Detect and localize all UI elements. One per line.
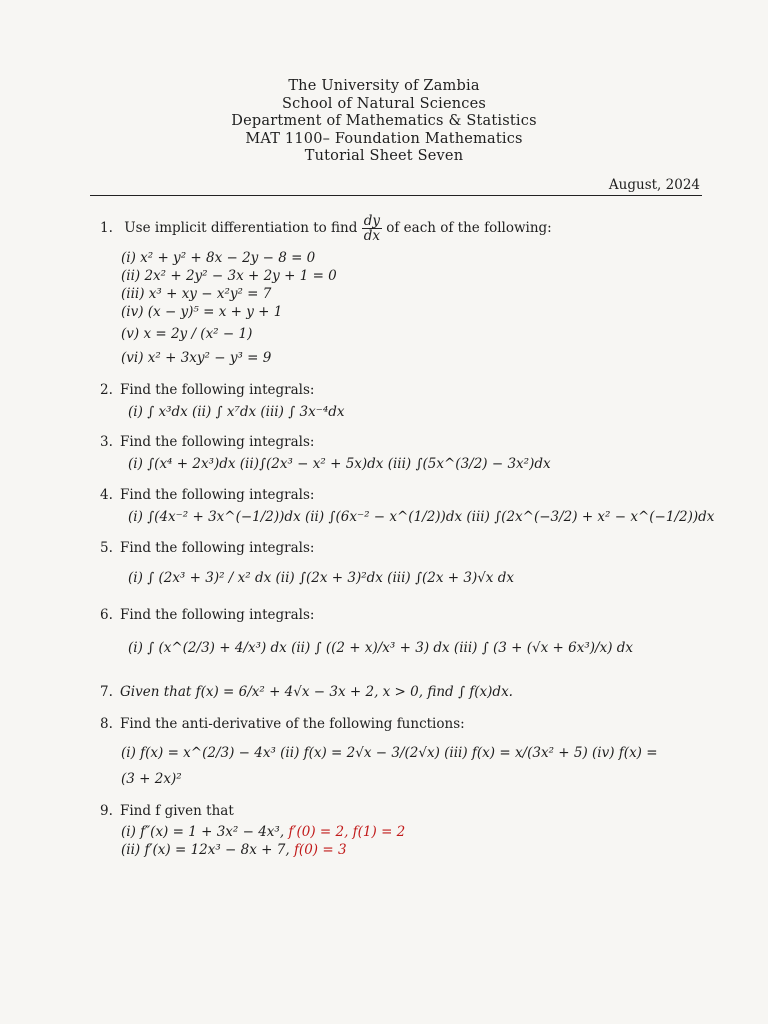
question-6: 6. Find the following integrals: xyxy=(100,607,315,623)
header-divider xyxy=(90,195,702,196)
q3-integrals: (i) ∫(x⁴ + 2x³)dx (ii)∫(2x³ − x² + 5x)dx (iii) ∫(5x^(3/2) − 3x²)dx xyxy=(128,456,551,472)
q9-item-2: (ii) f′(x) = 12x³ − 8x + 7, f(0) = 3 xyxy=(121,842,347,858)
q4-integrals: (i) ∫(4x⁻² + 3x^(−1/2))dx (ii) ∫(6x⁻² − x^(1/2))dx (iii) ∫(2x^(−3/2) + x² − x^(−1/2))dx xyxy=(128,509,715,525)
q9-item-1: (i) f″(x) = 1 + 3x² − 4x³, f′(0) = 2, f(1) = 2 xyxy=(121,824,406,840)
q5-integrals: (i) ∫ (2x³ + 3)² / x² dx (ii) ∫(2x + 3)²dx (iii) ∫(2x + 3)√x dx xyxy=(128,570,514,586)
q1-item-3: (iii) x³ + xy − x²y² = 7 xyxy=(121,286,272,302)
school-name: School of Natural Sciences xyxy=(281,95,487,112)
q1-item-5: (v) x = 2y / (x² − 1) xyxy=(121,326,253,342)
dy-dx-fraction: $\frac{dy}{dx}$ xyxy=(363,213,380,244)
course-title: MAT 1100– Foundation Mathematics xyxy=(245,130,523,147)
header xyxy=(0,78,768,166)
question-7: 7. Given that f(x) = 6/x² + 4√x − 3x + 2, x > 0, find ∫ f(x)dx. xyxy=(100,684,513,700)
question-8: 8. Find the anti-derivative of the following functions: xyxy=(100,716,465,732)
date: August, 2024 xyxy=(608,177,700,193)
q6-integrals: (i) ∫ (x^(2/3) + 4/x³) dx (ii) ∫ ((2 + x)/x³ + 3) dx (iii) ∫ (3 + (√x + 6x³)/x) dx xyxy=(128,640,634,656)
question-4: 4. Find the following integrals: xyxy=(100,487,315,503)
question-9: 9. Find f given that xyxy=(100,803,234,819)
q1-item-6: (vi) x² + 3xy² − y³ = 9 xyxy=(121,350,272,366)
q1-item-4: (iv) (x − y)⁵ = x + y + 1 xyxy=(121,304,283,320)
university-name: The University of Zambia xyxy=(288,78,480,94)
department-name: Department of Mathematics & Statistics xyxy=(231,113,537,129)
sheet-title: Tutorial Sheet Seven xyxy=(304,148,464,164)
question-1: 1. Use implicit differentiation to find $\frac{dy}{dx}$ of each of the following: xyxy=(100,213,552,244)
question-2: 2. Find the following integrals: xyxy=(100,382,315,398)
q2-integrals: (i) ∫ x³dx (ii) ∫ x⁷dx (iii) ∫ 3x⁻⁴dx xyxy=(128,404,345,420)
question-5: 5. Find the following integrals: xyxy=(100,540,315,556)
question-3: 3. Find the following integrals: xyxy=(100,434,315,450)
q1-item-1: (i) x² + y² + 8x − 2y − 8 = 0 xyxy=(121,250,316,266)
q1-item-2: (ii) 2x² + 2y² − 3x + 2y + 1 = 0 xyxy=(121,268,337,284)
q8-functions: (i) f(x) = x^(2/3) − 4x³ (ii) f(x) = 2√x − 3/(2√x) (iii) f(x) = x/(3x² + 5) (iv) f(x) = xyxy=(121,745,658,761)
q8-function-iv-continued: (3 + 2x)² xyxy=(121,771,182,787)
